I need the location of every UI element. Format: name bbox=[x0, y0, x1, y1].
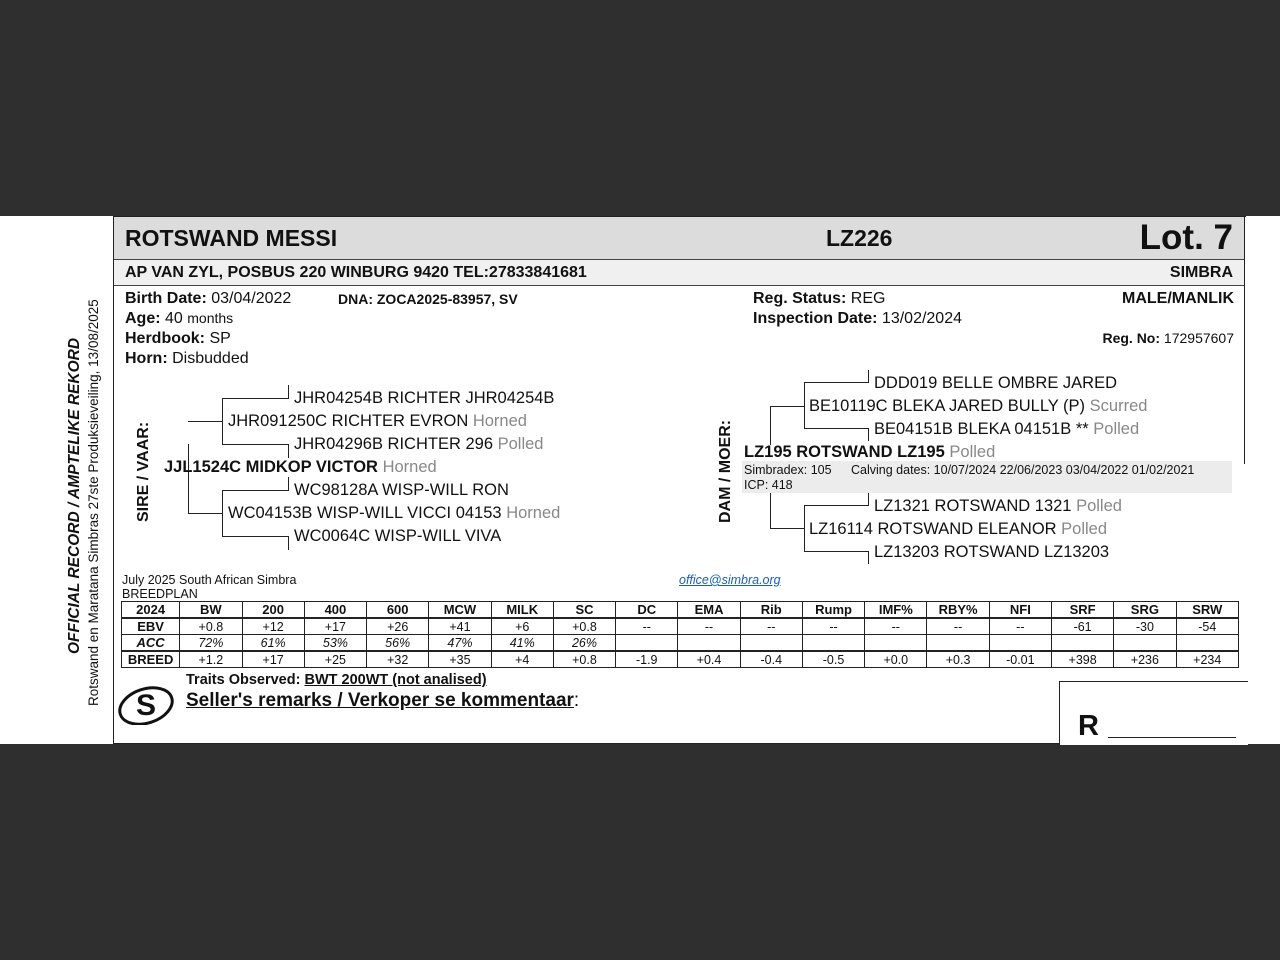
age: Age: 40 months bbox=[125, 310, 234, 327]
lot-number: Lot. 7 bbox=[1139, 218, 1233, 257]
ebv-cell: +25 bbox=[304, 651, 366, 668]
dss-tick bbox=[868, 370, 869, 383]
animal-code: LZ226 bbox=[826, 225, 893, 251]
dam-sire: BE10119C BLEKA JARED BULLY (P) Scurred bbox=[809, 397, 1148, 415]
ds-bracket-v2 bbox=[804, 406, 805, 429]
ebv-cell: MILK bbox=[491, 602, 553, 619]
ebv-cell: BW bbox=[180, 602, 242, 619]
ebv-cell: SRW bbox=[1176, 602, 1239, 619]
sire-bracket-top bbox=[188, 421, 222, 422]
sire-dam-sire: WC98128A WISP-WILL RON bbox=[294, 481, 509, 499]
dam: LZ195 ROTSWAND LZ195 Polled bbox=[744, 443, 996, 461]
ebv-cell: 2024 bbox=[122, 602, 180, 619]
ebv-cell: -- bbox=[927, 618, 989, 635]
ds-bracket-top bbox=[804, 382, 868, 383]
reg-status: Reg. Status: REG bbox=[753, 290, 886, 307]
ebv-cell: MCW bbox=[429, 602, 491, 619]
ebv-cell: +236 bbox=[1114, 651, 1176, 668]
ebv-cell: -0.01 bbox=[989, 651, 1051, 668]
ebv-cell: 56% bbox=[367, 635, 429, 652]
ebv-cell bbox=[740, 635, 802, 652]
seller-remarks: Seller's remarks / Verkoper se kommentaar: bbox=[186, 690, 580, 711]
ss-bracket-top bbox=[222, 398, 288, 399]
ebv-cell: -- bbox=[865, 618, 927, 635]
ebv-cell: +6 bbox=[491, 618, 553, 635]
ss-bracket-bottom bbox=[222, 444, 288, 445]
ebv-cell: +32 bbox=[367, 651, 429, 668]
horn-status: Horn: Disbudded bbox=[125, 350, 249, 367]
ebv-header-row bbox=[122, 602, 1239, 619]
ebv-cell: ACC bbox=[122, 635, 180, 652]
ebv-cell: 400 bbox=[304, 602, 366, 619]
ebv-cell: Rump bbox=[802, 602, 864, 619]
source-label: July 2025 South African Simbra bbox=[122, 573, 297, 587]
ebv-cell bbox=[1114, 635, 1176, 652]
card-right-border bbox=[1244, 216, 1245, 464]
ebv-cell: -1.9 bbox=[616, 651, 678, 668]
dam-sire-dam: BE04151B BLEKA 04151B ** Polled bbox=[874, 420, 1140, 438]
side-margin bbox=[0, 216, 113, 744]
r-box bbox=[1059, 681, 1248, 745]
ebv-cell bbox=[1051, 635, 1113, 652]
ebv-cell: +0.8 bbox=[553, 651, 615, 668]
dds-tick bbox=[868, 493, 869, 506]
ebv-cell: +398 bbox=[1051, 651, 1113, 668]
ebv-cell: +4 bbox=[491, 651, 553, 668]
ebv-cell: -- bbox=[740, 618, 802, 635]
sd-bracket-top bbox=[222, 490, 288, 491]
ebv-cell bbox=[865, 635, 927, 652]
breed-name: SIMBRA bbox=[1169, 264, 1233, 281]
dam-bracket-up-v bbox=[770, 406, 771, 445]
email-link[interactable]: office@simbra.org bbox=[679, 573, 781, 587]
sire-label: SIRE / VAAR: bbox=[135, 421, 152, 522]
breed-row bbox=[122, 651, 1239, 668]
ebv-cell: +41 bbox=[429, 618, 491, 635]
ebv-cell: -0.5 bbox=[802, 651, 864, 668]
r-entry-line[interactable] bbox=[1108, 737, 1236, 738]
ebv-cell bbox=[678, 635, 740, 652]
sire-sire-sire: JHR04254B RICHTER JHR04254B bbox=[294, 389, 555, 407]
ebv-cell bbox=[1176, 635, 1239, 652]
sire-sire-dam: JHR04296B RICHTER 296 Polled bbox=[294, 435, 544, 453]
ebv-cell: RBY% bbox=[927, 602, 989, 619]
simbradex: Simbradex: 105 bbox=[744, 463, 832, 477]
owner-bar bbox=[114, 260, 1245, 286]
dd-bracket-bottom bbox=[804, 551, 868, 552]
sire-bracket-bottom bbox=[188, 513, 222, 514]
sdd-tick bbox=[288, 536, 289, 550]
ebv-cell: DC bbox=[616, 602, 678, 619]
ebv-cell: 200 bbox=[242, 602, 304, 619]
ebv-cell: IMF% bbox=[865, 602, 927, 619]
dam-bracket-down-h bbox=[770, 528, 804, 529]
ddd-tick bbox=[868, 551, 869, 564]
ebv-cell: SRF bbox=[1051, 602, 1113, 619]
owner-address: AP VAN ZYL, POSBUS 220 WINBURG 9420 TEL:27833841681 bbox=[125, 264, 587, 281]
dd-bracket-v bbox=[804, 505, 805, 552]
ebv-cell: +12 bbox=[242, 618, 304, 635]
calving-dates: Calving dates: 10/07/2024 22/06/2023 03/04/2022 01/02/2021 bbox=[851, 463, 1195, 477]
ebv-cell: -61 bbox=[1051, 618, 1113, 635]
birth-date: Birth Date: 03/04/2022 bbox=[125, 290, 292, 307]
dam-dam-dam: LZ13203 ROTSWAND LZ13203 bbox=[874, 543, 1110, 561]
ss-bracket-v bbox=[222, 398, 223, 444]
sd-bracket-bottom bbox=[222, 536, 288, 537]
ebv-cell: -- bbox=[616, 618, 678, 635]
acc-row bbox=[122, 635, 1239, 652]
ebv-cell: -54 bbox=[1176, 618, 1239, 635]
sire-sire: JHR091250C RICHTER EVRON Horned bbox=[228, 412, 527, 430]
animal-name: ROTSWAND MESSI bbox=[125, 225, 338, 251]
ebv-cell: EMA bbox=[678, 602, 740, 619]
sale-event-label: Rotswand en Maratana Simbras 27ste Produksieveiling, 13/08/2025 bbox=[86, 299, 101, 706]
lot-card bbox=[113, 216, 1246, 744]
breedplan-label: BREEDPLAN bbox=[122, 587, 198, 601]
ebv-cell: 53% bbox=[304, 635, 366, 652]
simbra-logo-icon bbox=[116, 685, 176, 725]
dam-bracket-down-v bbox=[770, 493, 771, 529]
ebv-cell: +0.8 bbox=[180, 618, 242, 635]
ebv-cell: +17 bbox=[242, 651, 304, 668]
dd-bracket-top bbox=[804, 505, 868, 506]
dam-sire-sire: DDD019 BELLE OMBRE JARED bbox=[874, 374, 1117, 392]
sire-dam-dam: WC0064C WISP-WILL VIVA bbox=[294, 527, 502, 545]
ebv-cell: 41% bbox=[491, 635, 553, 652]
logo-letter: S bbox=[135, 689, 157, 722]
official-record-label: OFFICIAL RECORD / AMPTELIKE REKORD bbox=[66, 337, 83, 654]
ebv-cell: EBV bbox=[122, 618, 180, 635]
ebv-cell: +0.0 bbox=[865, 651, 927, 668]
ebv-cell: 600 bbox=[367, 602, 429, 619]
herdbook: Herdbook: SP bbox=[125, 330, 231, 347]
dna-info: DNA: ZOCA2025-83957, SV bbox=[338, 291, 518, 307]
ebv-cell: 72% bbox=[180, 635, 242, 652]
ebv-cell: NFI bbox=[989, 602, 1051, 619]
ebv-cell: +17 bbox=[304, 618, 366, 635]
sss-tick bbox=[288, 385, 289, 399]
ebv-cell: +234 bbox=[1176, 651, 1239, 668]
sire: JJL1524C MIDKOP VICTOR Horned bbox=[164, 458, 437, 476]
dam-stats-strip bbox=[742, 461, 1232, 493]
ds-bracket-bottom bbox=[804, 428, 868, 429]
ssd-tick bbox=[288, 444, 289, 458]
ebv-cell bbox=[989, 635, 1051, 652]
ebv-row bbox=[122, 618, 1239, 635]
ds-bracket-v1 bbox=[804, 382, 805, 407]
ebv-cell: 47% bbox=[429, 635, 491, 652]
icp: ICP: 418 bbox=[744, 478, 793, 492]
reg-number: Reg. No: 172957607 bbox=[1102, 330, 1234, 346]
dsd-tick bbox=[868, 428, 869, 441]
ebv-cell: BREED bbox=[122, 651, 180, 668]
ebv-cell: +1.2 bbox=[180, 651, 242, 668]
sire-dam: WC04153B WISP-WILL VICCI 04153 Horned bbox=[228, 504, 561, 522]
sds-tick bbox=[288, 477, 289, 491]
ebv-cell: +0.3 bbox=[927, 651, 989, 668]
ebv-cell: -0.4 bbox=[740, 651, 802, 668]
ebv-cell: +35 bbox=[429, 651, 491, 668]
ebv-cell: -- bbox=[678, 618, 740, 635]
ebv-cell: SC bbox=[553, 602, 615, 619]
r-label: R bbox=[1078, 710, 1099, 742]
inspection-date: Inspection Date: 13/02/2024 bbox=[753, 310, 962, 327]
title-bar bbox=[114, 217, 1245, 260]
ebv-cell bbox=[616, 635, 678, 652]
dam-label: DAM / MOER: bbox=[717, 419, 734, 523]
sire-bracket-v bbox=[188, 444, 189, 514]
traits-observed: Traits Observed: BWT 200WT (not analised) bbox=[186, 672, 487, 688]
sheet bbox=[0, 216, 1280, 744]
ebv-cell: +0.8 bbox=[553, 618, 615, 635]
ebv-cell bbox=[802, 635, 864, 652]
ebv-cell: -- bbox=[989, 618, 1051, 635]
sex: MALE/MANLIK bbox=[1122, 290, 1234, 307]
ebv-cell: +26 bbox=[367, 618, 429, 635]
ebv-cell bbox=[927, 635, 989, 652]
dam-dam-sire: LZ1321 ROTSWAND 1321 Polled bbox=[874, 497, 1122, 515]
ebv-cell: +0.4 bbox=[678, 651, 740, 668]
ebv-cell: 61% bbox=[242, 635, 304, 652]
dam-dam: LZ16114 ROTSWAND ELEANOR Polled bbox=[809, 520, 1108, 538]
dam-bracket-up-h bbox=[770, 406, 804, 407]
ebv-cell: SRG bbox=[1114, 602, 1176, 619]
sd-bracket-v bbox=[222, 490, 223, 536]
ebv-cell: 26% bbox=[553, 635, 615, 652]
ebv-cell: -- bbox=[802, 618, 864, 635]
ebv-cell: Rib bbox=[740, 602, 802, 619]
ebv-table bbox=[121, 601, 1239, 668]
ebv-cell: -30 bbox=[1114, 618, 1176, 635]
